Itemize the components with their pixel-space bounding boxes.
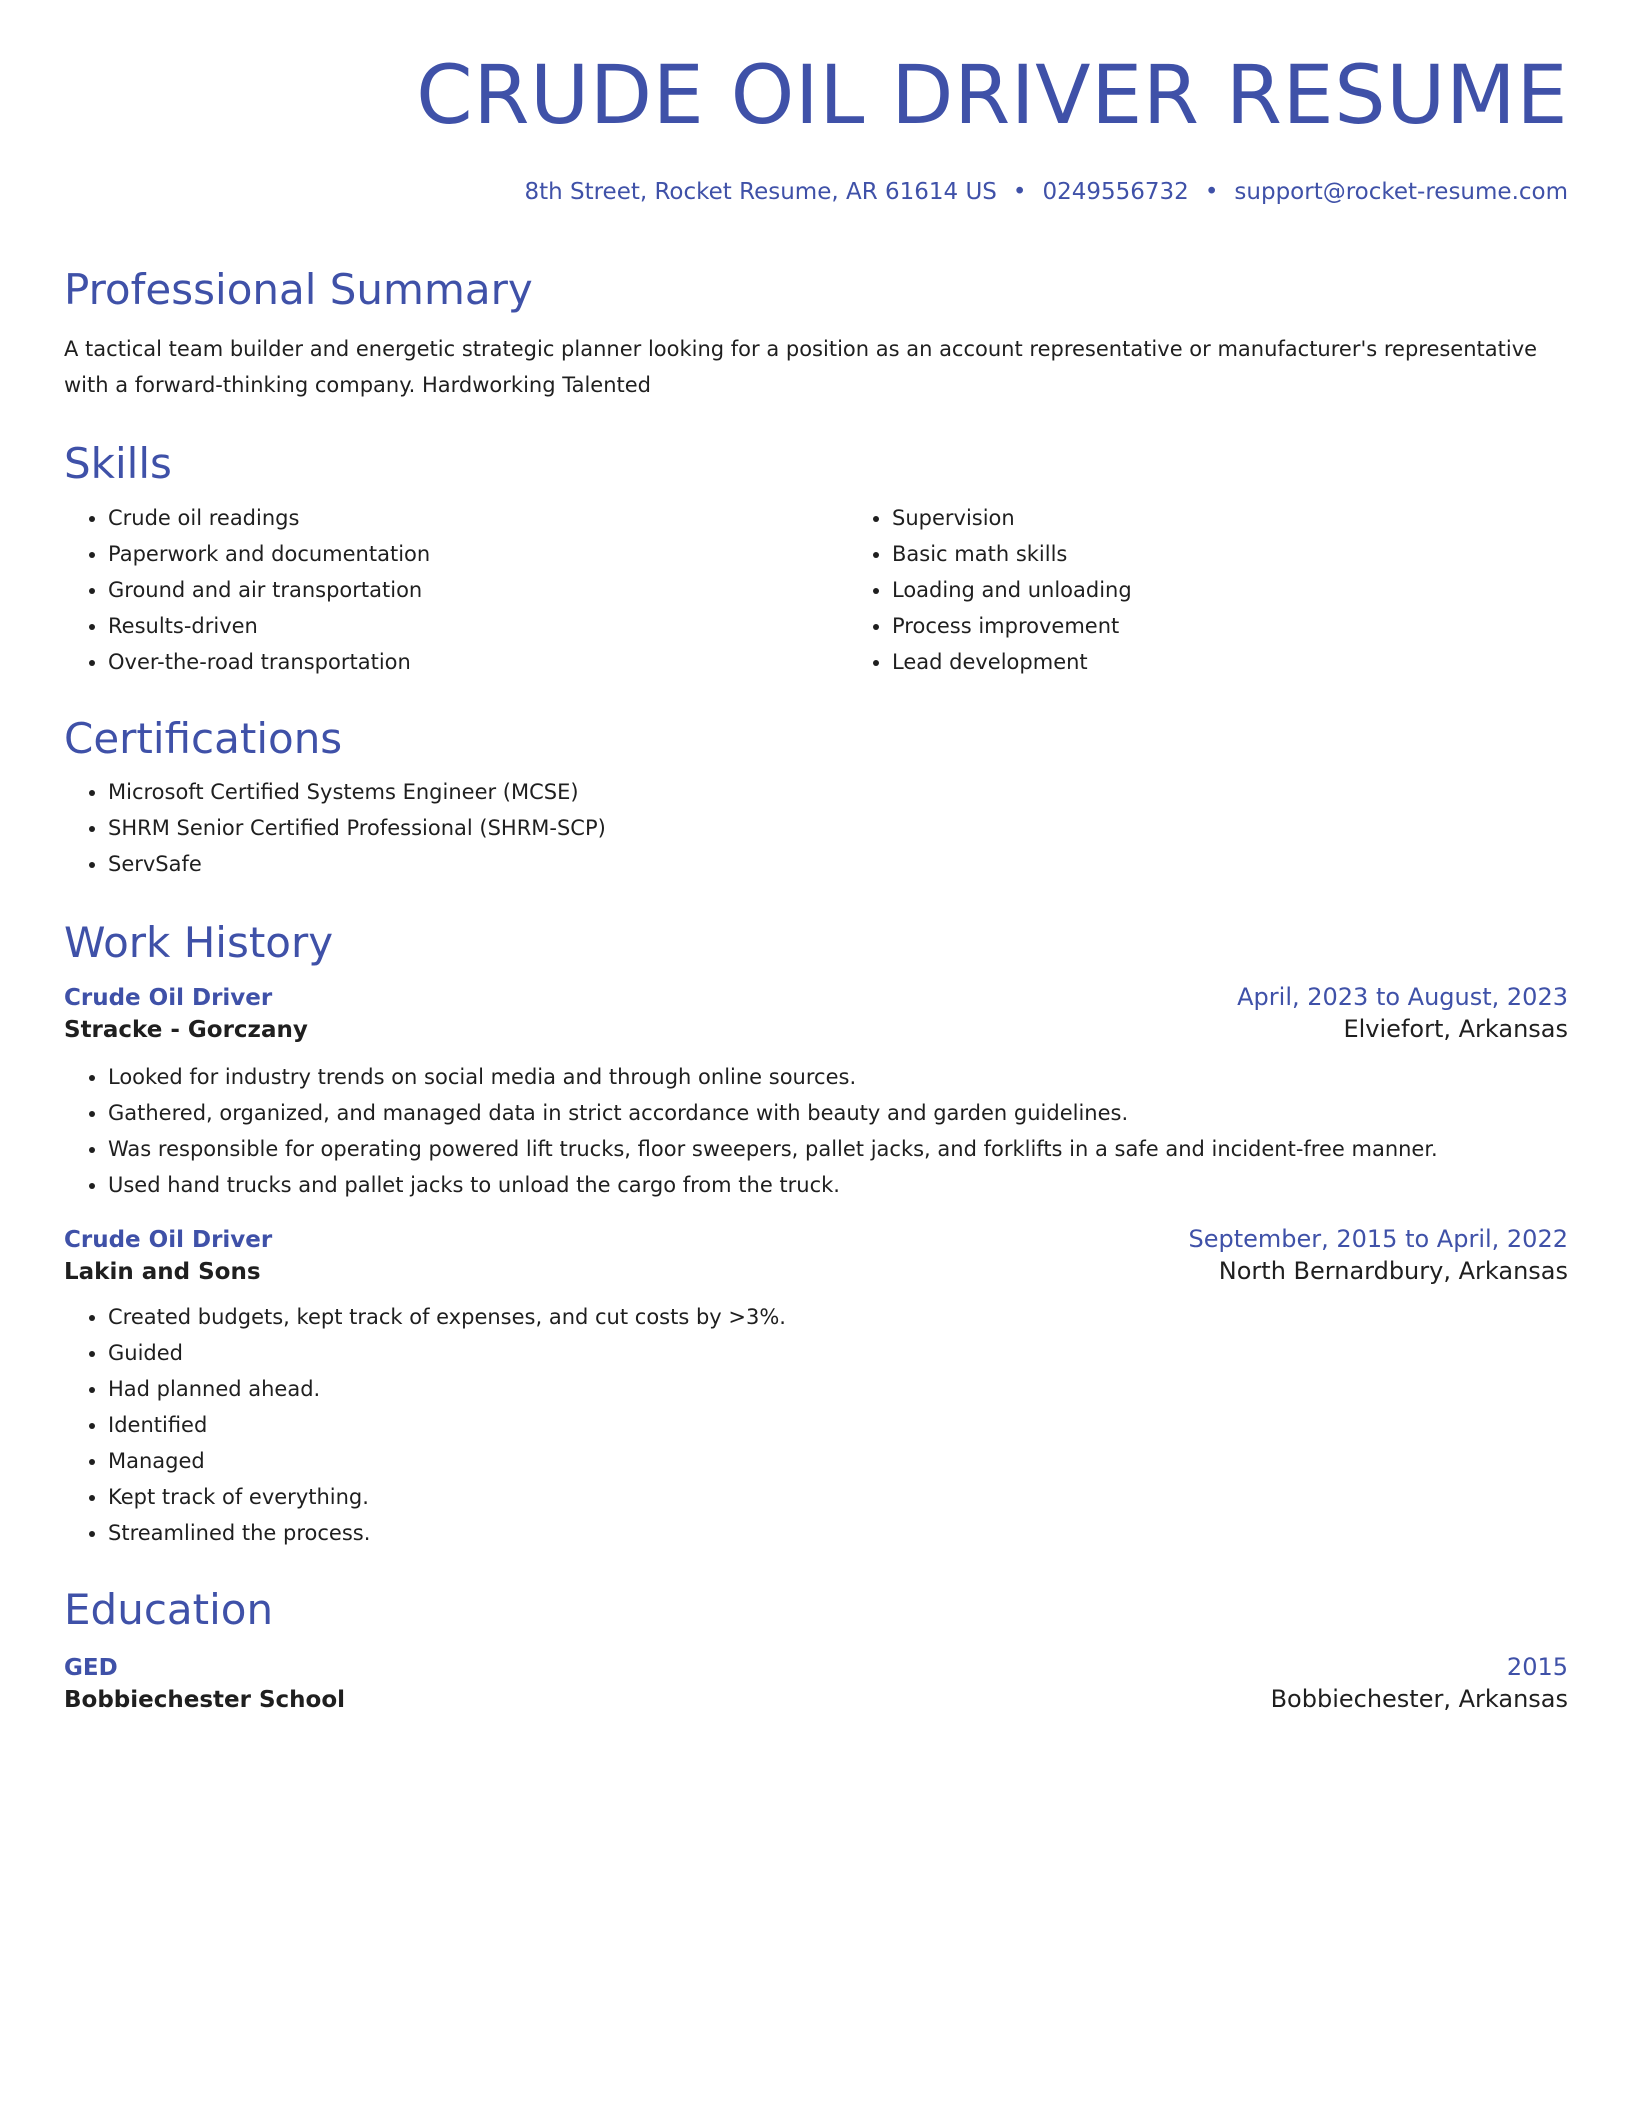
skill-item: • Loading and unloading [892, 572, 1632, 608]
education-heading: Education [64, 1584, 274, 1634]
contact-address: 8th Street, Rocket Resume, AR 61614 US [524, 179, 997, 206]
education-entry [64, 1653, 1568, 1713]
job-duties [64, 1059, 1568, 1203]
job-duty: • Kept track of everything. [108, 1479, 1568, 1515]
contact-phone: 0249556732 [1042, 179, 1189, 206]
skills-grid [64, 490, 1568, 680]
skill-item: • Lead development [892, 644, 1632, 680]
education-header [64, 1653, 1568, 1681]
job-duty: • Streamlined the process. [108, 1515, 1568, 1551]
job-duty: • Had planned ahead. [108, 1371, 1568, 1407]
certifications-list [64, 774, 1568, 882]
job-duty: • Gathered, organized, and managed data in strict accordance with beauty and garden guidelines. [108, 1095, 1568, 1131]
job-title: Crude Oil Driver [64, 984, 273, 1011]
skills-section [64, 439, 1568, 679]
contact-separator: • [1204, 179, 1219, 206]
job-company: Lakin and Sons [64, 1258, 261, 1285]
resume-title: CRUDE OIL DRIVER RESUME [416, 49, 1568, 143]
certification-item: • ServSafe [108, 846, 1568, 882]
summary-text: A tactical team builder and energetic strategic planner looking for a position as an account representative or manufacturer's representative with a forward-thinking company. Hardworking Talented [64, 337, 1538, 398]
certifications-heading: Certifications [64, 713, 343, 763]
contact-email: support@rocket-resume.com [1234, 179, 1568, 206]
job-duties [64, 1299, 1568, 1551]
job-duty: • Used hand trucks and pallet jacks to unload the cargo from the truck. [108, 1167, 1568, 1203]
job-entry [64, 1225, 1568, 1551]
job-company: Stracke - Gorczany [64, 1016, 308, 1043]
education-location: Bobbiechester, Arkansas [1270, 1685, 1568, 1714]
skill-item: • Basic math skills [892, 536, 1632, 572]
skills-heading: Skills [64, 439, 172, 489]
skill-item: • Over-the-road transportation [108, 644, 848, 680]
education-subheader [64, 1685, 1568, 1713]
work-history-heading: Work History [64, 918, 334, 968]
certification-item: • SHRM Senior Certified Professional (SHRM-SCP) [108, 810, 1568, 846]
job-location: North Bernardbury, Arkansas [1218, 1256, 1568, 1285]
contact-separator: • [1012, 179, 1027, 206]
education-section [64, 1585, 1568, 1713]
job-duty: • Managed [108, 1443, 1568, 1479]
education-degree: GED [64, 1655, 118, 1682]
contact-line [64, 179, 1568, 205]
job-dates: April, 2023 to August, 2023 [1237, 982, 1568, 1011]
job-location: Elviefort, Arkansas [1343, 1014, 1568, 1043]
job-subheader [64, 1015, 1568, 1043]
job-duty: • Looked for industry trends on social media and through online sources. [108, 1059, 1568, 1095]
summary-section [64, 265, 1568, 403]
education-school: Bobbiechester School [64, 1687, 346, 1714]
skills-list-right [848, 500, 1632, 680]
certification-item: • Microsoft Certified Systems Engineer (MCSE) [108, 774, 1568, 810]
skill-item: • Process improvement [892, 608, 1632, 644]
skills-list-left [64, 500, 848, 680]
skill-item: • Crude oil readings [108, 500, 848, 536]
job-title: Crude Oil Driver [64, 1226, 273, 1253]
job-entry [64, 983, 1568, 1203]
job-subheader [64, 1257, 1568, 1285]
work-history-section [64, 918, 1568, 1550]
job-duty: • Identified [108, 1407, 1568, 1443]
skill-item: • Paperwork and documentation [108, 536, 848, 572]
skill-item: • Results-driven [108, 608, 848, 644]
certifications-section [64, 714, 1568, 882]
summary-heading: Professional Summary [64, 265, 533, 315]
education-year: 2015 [1506, 1653, 1568, 1682]
skill-item: • Supervision [892, 500, 1632, 536]
job-duty: • Created budgets, kept track of expenses, and cut costs by >3%. [108, 1299, 1568, 1335]
job-header [64, 1225, 1568, 1253]
job-duty: • Guided [108, 1335, 1568, 1371]
job-header [64, 983, 1568, 1011]
job-duty: • Was responsible for operating powered lift trucks, floor sweepers, pallet jacks, and forklifts in a safe and incident-free manner. [108, 1131, 1568, 1167]
skill-item: • Ground and air transportation [108, 572, 848, 608]
job-dates: September, 2015 to April, 2022 [1188, 1224, 1568, 1253]
